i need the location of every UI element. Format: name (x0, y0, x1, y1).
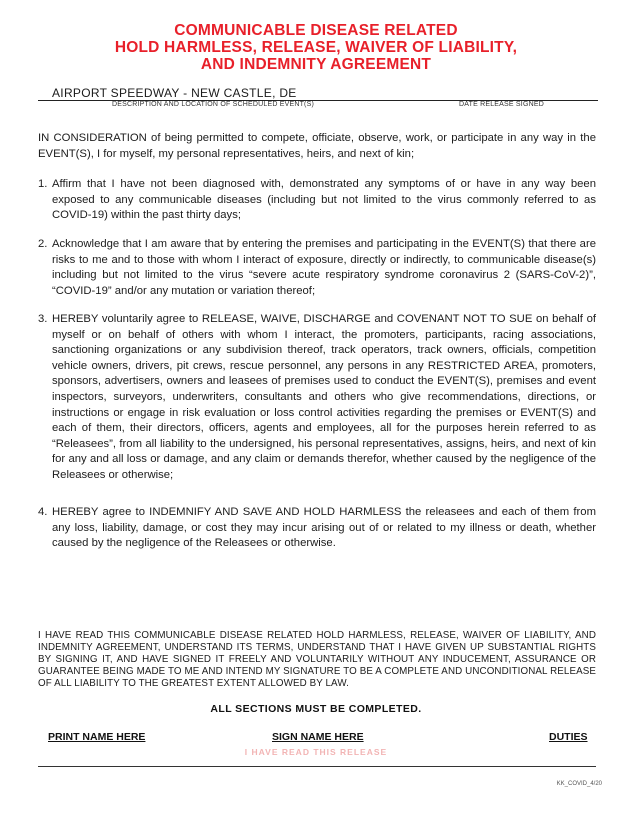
clause-text: Acknowledge that I am aware that by entering the premises and participating in the EVENT(S) that there are risks to me and to those with whom I interact of exposure, directly or indirectly, to communicable disease(s) including but not limited to the virus “severe acute respiratory syndrome coronavirus 2 (SARS-CoV-2)”, “COVID-19” and/or any mutation or variation thereof; (52, 238, 596, 297)
faint-release-notice: I HAVE READ THIS RELEASE (244, 747, 388, 757)
signature-line[interactable] (38, 766, 596, 767)
clause-2 (38, 237, 596, 299)
title-line-3: AND INDEMNITY AGREEMENT (200, 56, 432, 73)
date-signed-caption: DATE RELEASE SIGNED (459, 101, 544, 108)
clause-3 (38, 312, 596, 484)
clause-text: HEREBY voluntarily agree to RELEASE, WAIVE, DISCHARGE and COVENANT NOT TO SUE on behalf of myself or on behalf of others with whom I interact, the promoters, participants, racing associations, sanctioning organizations or any subdivision thereof, track operators, track owners, officials, competition vehicle owners, drivers, pit crews, rescue personnel, any persons in any RESTRICTED AREA, promoters, sponsors, advertisers, owners and leasees of premises used to conduct the EVENT(S), premises and event inspectors, surveyors, underwriters, consultants and others who give recommendations, directions, or instructions or engage in risk evaluation or loss control activities regarding the premises or EVENT(S) and each of them, their directors, officers, agents and employees, all for the purposes herein referred to as “Releasees”, from all liability to the undersigned, his personal representatives, assigns, heirs, and next of kin for any and all loss or damage, and any claim or demands therefor, whether caused by the negligence of the Releasees or otherwise; (52, 313, 596, 481)
clause-1 (38, 177, 596, 224)
clause-number: 2. (38, 238, 48, 250)
clause-text: HEREBY agree to INDEMNIFY AND SAVE AND HOLD HARMLESS the releasees and each of them from any loss, liability, damage, or cost they may incur arising out of or related to my illness or death, whether caused by the negligence of the Releasees or otherwise. (52, 506, 596, 550)
title-line-1: COMMUNICABLE DISEASE RELATED (174, 22, 458, 39)
clause-text: Affirm that I have not been diagnosed with, demonstrated any symptoms of or have in any way been exposed to any communicable diseases (including but not limited to the virus commonly referred to as COVID-19) within the past thirty days; (52, 178, 596, 222)
event-description-caption: DESCRIPTION AND LOCATION OF SCHEDULED EVENT(S) (112, 101, 314, 108)
form-code: KK_COVID_4/20 (556, 781, 602, 787)
title-line-2: HOLD HARMLESS, RELEASE, WAIVER OF LIABILITY, (114, 39, 518, 56)
acknowledgement-paragraph: I HAVE READ THIS COMMUNICABLE DISEASE RELATED HOLD HARMLESS, RELEASE, WAIVER OF LIABILITY, AND INDEMNITY AGREEMENT, UNDERSTAND ITS TERMS, UNDERSTAND THAT I HAVE GIVEN UP SUBSTANTIAL RIGHTS BY SIGNING IT, AND HAVE SIGNED IT FREELY AND VOLUNTARILY WITHOUT ANY INDUCEMENT, ASSURANCE OR GUARANTEE BEING MADE TO ME AND INTEND MY SIGNATURE TO BE A COMPLETE AND UNCONDITIONAL RELEASE OF ALL LIABILITY TO THE GREATEST EXTENT ALLOWED BY LAW. (38, 630, 596, 690)
print-name-header: PRINT NAME HERE (48, 731, 146, 743)
clause-4 (38, 505, 596, 552)
clause-number: 1. (38, 178, 48, 190)
event-description-value[interactable]: AIRPORT SPEEDWAY - NEW CASTLE, DE (52, 86, 297, 100)
document-title (0, 22, 632, 73)
consideration-paragraph: IN CONSIDERATION of being permitted to compete, officiate, observe, work, or participate in any way in the EVENT(S), I for myself, my personal representatives, heirs, and next of kin; (38, 132, 596, 160)
clause-number: 3. (38, 313, 48, 325)
duties-header: DUTIES (549, 731, 588, 743)
clause-number: 4. (38, 506, 48, 518)
sign-name-header: SIGN NAME HERE (272, 731, 364, 743)
sections-notice: ALL SECTIONS MUST BE COMPLETED. (210, 703, 422, 715)
